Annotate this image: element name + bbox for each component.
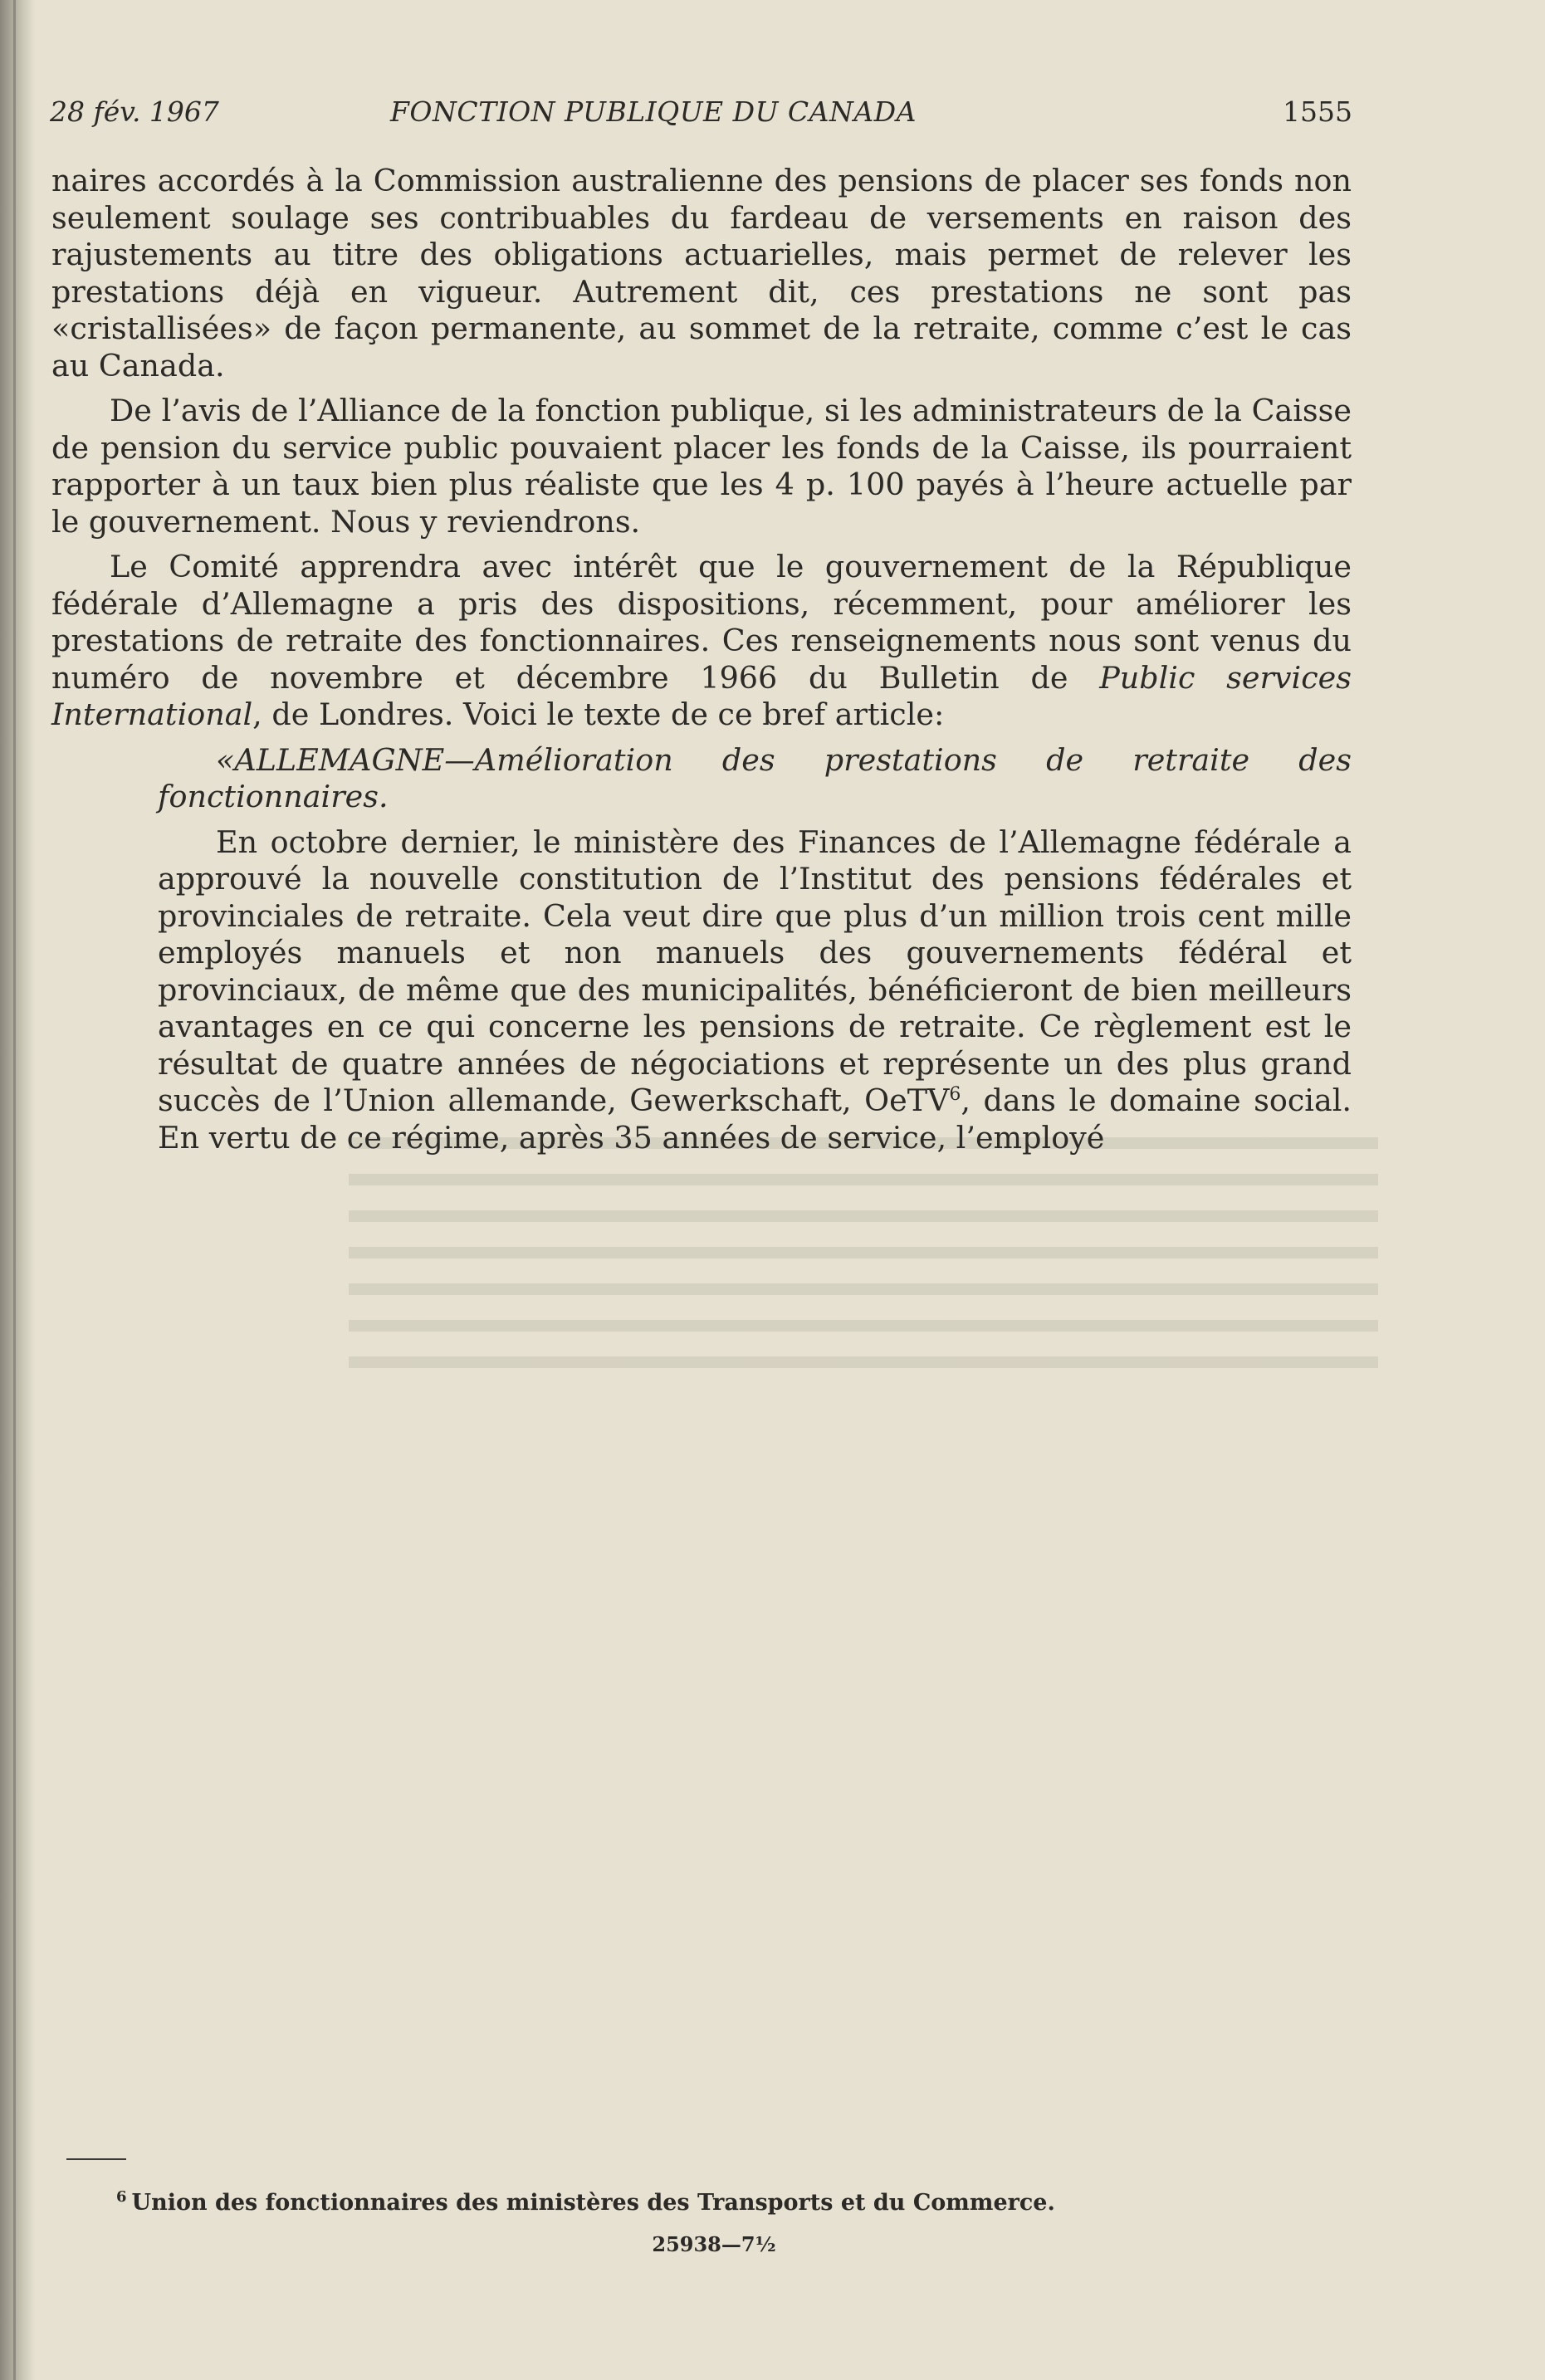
book-gutter-line <box>13 0 16 2380</box>
quote-heading: «ALLEMAGNE—Amélioration des prestations de retraite des fonctionnaires. <box>158 741 1352 814</box>
publication-title: Public services International <box>51 659 1352 732</box>
footnote-rule <box>66 2158 126 2160</box>
paragraph-3-text-b: , de Londres. Voici le texte de ce bref article: <box>252 696 945 732</box>
quote-body <box>158 824 1352 1157</box>
main-text <box>51 163 1352 1156</box>
paragraph-2: De l’avis de l’Alliance de la fonction publique, si les administrateurs de la Caisse de pension du service public pouvaient placer les fonds de la Caisse, ils pourraient rapporter à un taux bien plus réaliste que les 4 p. 100 payés à l’heure actuelle par le gouvernement. Nous y reviendrons. <box>51 393 1352 540</box>
header-date: 28 fév. 1967 <box>50 95 219 128</box>
footnote-reference: 6 <box>949 1083 961 1105</box>
footnote <box>116 2188 1362 2218</box>
running-header <box>0 93 1545 131</box>
header-title: FONCTION PUBLIQUE DU CANADA <box>390 95 917 128</box>
bleed-through-text <box>349 1137 1378 1378</box>
footnote-text: Union des fonctionnaires des ministères des Transports et du Commerce. <box>131 2190 1055 2216</box>
page-number: 1555 <box>1283 95 1352 128</box>
footnote-marker: 6 <box>116 2188 127 2206</box>
quote-body-text-a: En octobre dernier, le ministère des Finances de l’Allemagne fédérale a approuvé la nouvelle constitution de l’Institut des pensions fédérales et provinciales de retraite. Cela veut dire que plus d’un million trois cent mille employés manuels et non manuels des gouvernements fédéral et provinciaux, de même que des municipalités, bénéficieront de bien meilleurs avantages en ce qui concerne les pensions de retraite. Ce règlement est le résultat de quatre années de négociations et représente un des plus grand succès de l’Union allemande, Gewerkschaft, OeTV <box>158 823 1352 1118</box>
paragraph-1: naires accordés à la Commission australienne des pensions de placer ses fonds non seulement soulage ses contribuables du fardeau de versements en raison des rajustements au titre des obligations actuarielles, mais permet de relever les prestations déjà en vigueur. Autrement dit, ces prestations ne sont pas «cristallisées» de façon permanente, au sommet de la retraite, comme c’est le cas au Canada. <box>51 163 1352 384</box>
paragraph-3-text-a: Le Comité apprendra avec intérêt que le gouvernement de la République fédérale d’Allemagne a pris des dispositions, récemment, pour améliorer les prestations de retraite des fonctionnaires. Ces renseignements nous sont venus du numéro de novembre et décembre 1966 du Bulletin de <box>51 549 1352 696</box>
printer-sheet-id: 25938—7½ <box>652 2232 776 2256</box>
quote-body-text-b: , dans le domaine social. En vertu de ce régime, après 35 années de service, l’employé <box>158 1082 1352 1156</box>
paragraph-3 <box>51 549 1352 734</box>
book-spine-shadow <box>0 0 35 2380</box>
